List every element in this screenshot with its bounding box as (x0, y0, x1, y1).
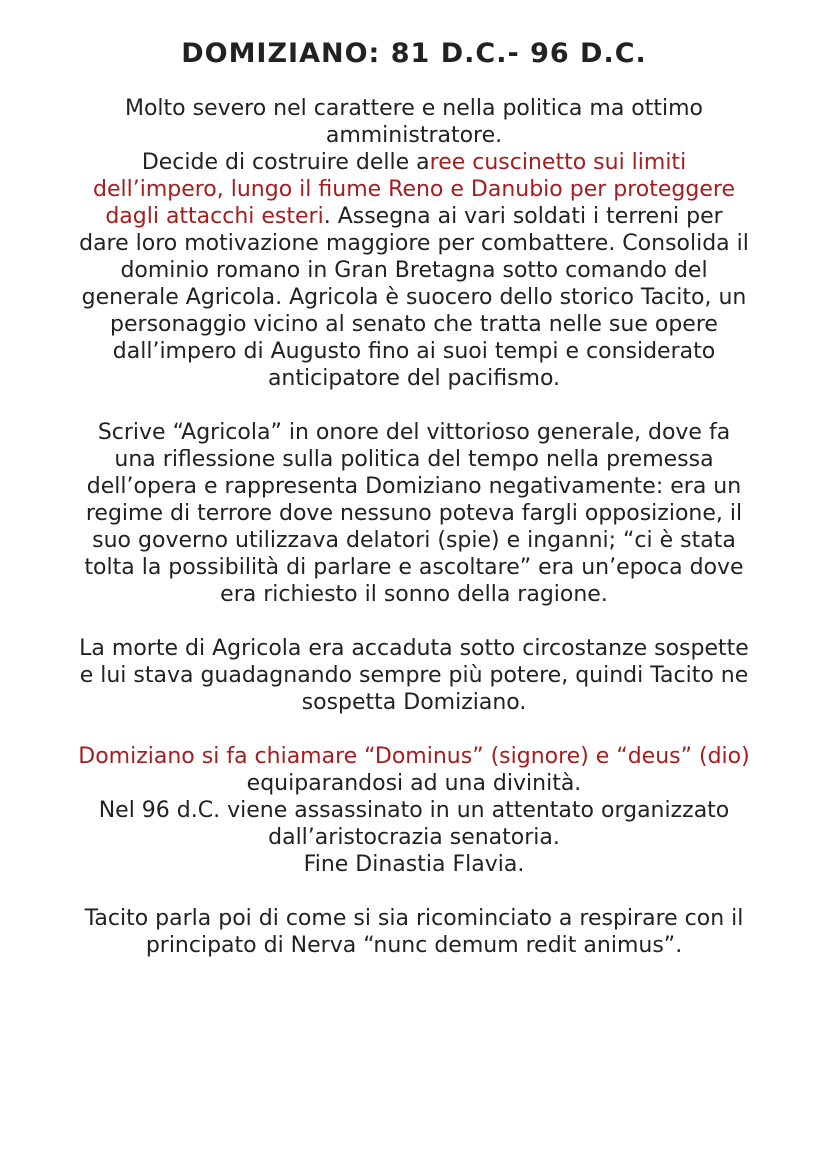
paragraph-death-agricola (78, 635, 750, 716)
highlighted-text: ree cuscinetto sui limiti dell’impero, lungo il fiume Reno e Danubio per proteggere dagli attacchi esteri (92, 150, 735, 229)
paragraph-reign (78, 95, 750, 392)
text-segment: Scrive “Agricola” in onore del vittorioso generale, dove fa una riflessione sulla politica del tempo nella premessa dell’opera e rappresenta Domiziano negativamente: era un regime di terrore dove nessuno poteva fargli opposizione, il suo governo utilizzava delatori (spie) e inganni; “ci è stata tolta la possibilità di parlare e ascoltare” era un’epoca dove era richiesto il sonno della ragione. (84, 420, 744, 607)
text-segment: Nel 96 d.C. viene assassinato in un attentato organizzato dall’aristocrazia senatoria. (98, 798, 730, 850)
highlighted-text: Domiziano si fa chiamare “Dominus” (signore) e “deus” (dio) (78, 744, 750, 769)
text-segment: . Assegna ai vari soldati i terreni per dare loro motivazione maggiore per combattere. Consolida il dominio romano in Gran Bretagna sotto comando del generale Agricola. Agricola è suocero dello storico Tacito, un personaggio vicino al senato che tratta nelle sue opere dall’impero di Augusto fino ai suoi tempi e considerato anticipatore del pacifismo. (79, 204, 749, 391)
text-segment: Tacito parla poi di come si sia ricominciato a respirare con il principato di Nerva “nunc demum redit animus”. (84, 906, 744, 958)
text-segment: Molto severo nel carattere e nella politica ma ottimo amministratore. (124, 96, 704, 148)
text-segment: equiparandosi ad una divinità. (246, 771, 582, 796)
paragraph-agricola (78, 419, 750, 608)
text-segment: Decide di costruire delle a (141, 150, 430, 175)
paragraph-nerva (78, 905, 750, 959)
text-segment: La morte di Agricola era accaduta sotto circostanze sospette e lui stava guadagnando sempre più potere, quindi Tacito ne sospetta Domiziano. (79, 636, 749, 715)
document-body (78, 95, 750, 986)
page-title: DOMIZIANO: 81 D.C.- 96 D.C. (181, 38, 647, 69)
paragraph-dominus (78, 743, 750, 878)
text-segment: Fine Dinastia Flavia. (303, 852, 525, 877)
